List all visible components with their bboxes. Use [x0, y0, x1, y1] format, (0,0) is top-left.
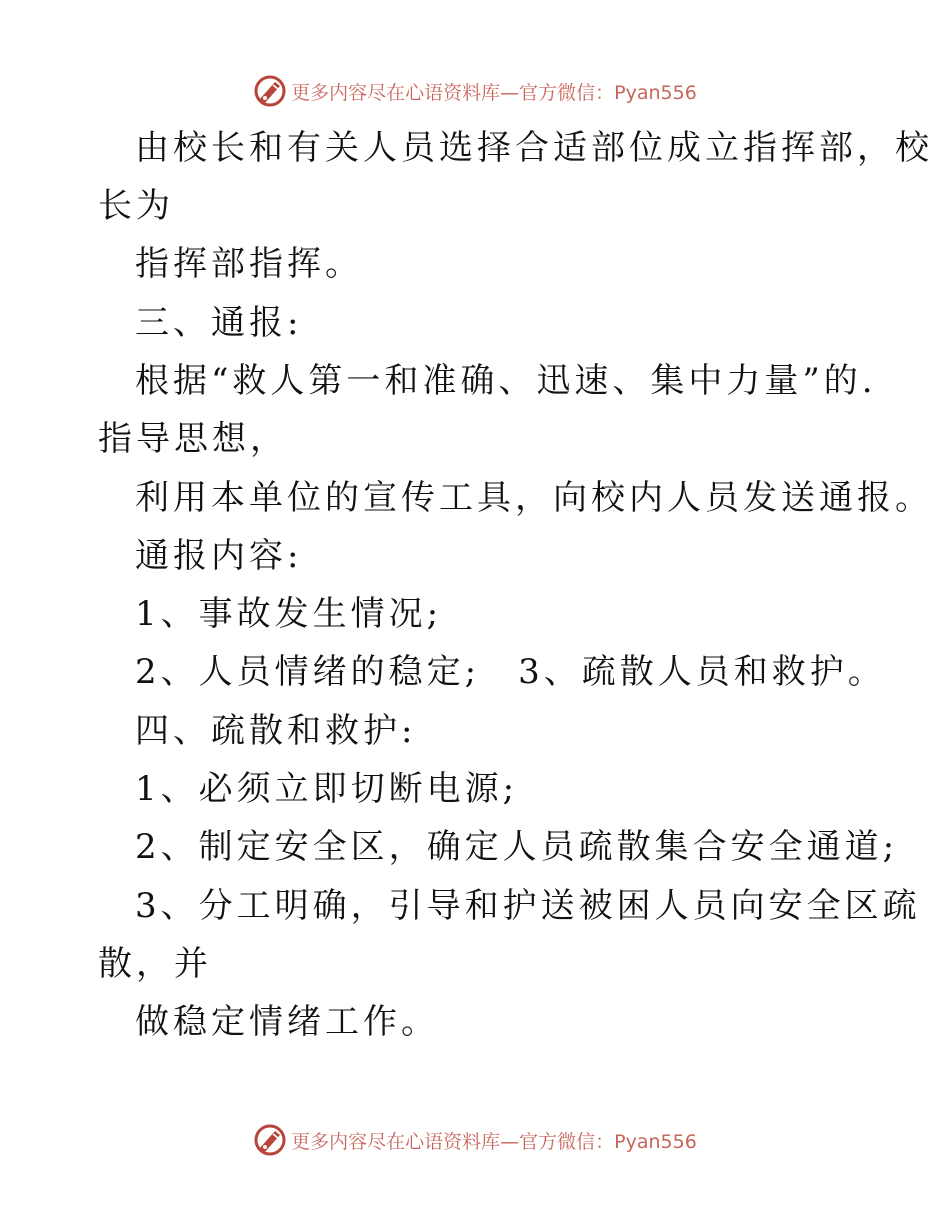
- list-item: 1、必须立即切断电源;: [135, 769, 519, 809]
- footer-watermark-text: 更多内容尽在心语资料库—官方微信：Pyan556: [291, 1130, 697, 1153]
- paragraph-line: 做稳定情绪工作。: [135, 1002, 439, 1042]
- pen-nib-logo-icon: [253, 1123, 287, 1157]
- paragraph-line: 通报内容:: [135, 536, 303, 576]
- list-item: 2、人员情绪的稳定; 3、疏散人员和救护。: [135, 652, 886, 692]
- section-heading: 三、通报:: [135, 303, 303, 343]
- paragraph-line: 指挥部指挥。: [135, 244, 363, 284]
- footer-watermark-banner: [0, 1120, 950, 1160]
- list-item: 3、分工明确，引导和护送被困人员向安全区疏: [135, 886, 921, 926]
- paragraph-line: 散，并: [98, 944, 212, 984]
- list-item: 2、制定安全区，确定人员疏散集合安全通道;: [135, 827, 899, 867]
- section-heading: 四、疏散和救护:: [135, 711, 417, 751]
- paragraph-line: 指导思想，: [98, 419, 288, 459]
- paragraph-line: 长为: [98, 186, 174, 226]
- list-item: 1、事故发生情况;: [135, 594, 443, 634]
- paragraph-line: 由校长和有关人员选择合适部位成立指挥部，校: [135, 128, 933, 168]
- paragraph-line: 根据“救人第一和准确、迅速、集中力量”的.: [135, 361, 877, 401]
- header-watermark-text: 更多内容尽在心语资料库—官方微信：Pyan556: [291, 81, 697, 104]
- paragraph-line: 利用本单位的宣传工具，向校内人员发送通报。: [135, 478, 933, 518]
